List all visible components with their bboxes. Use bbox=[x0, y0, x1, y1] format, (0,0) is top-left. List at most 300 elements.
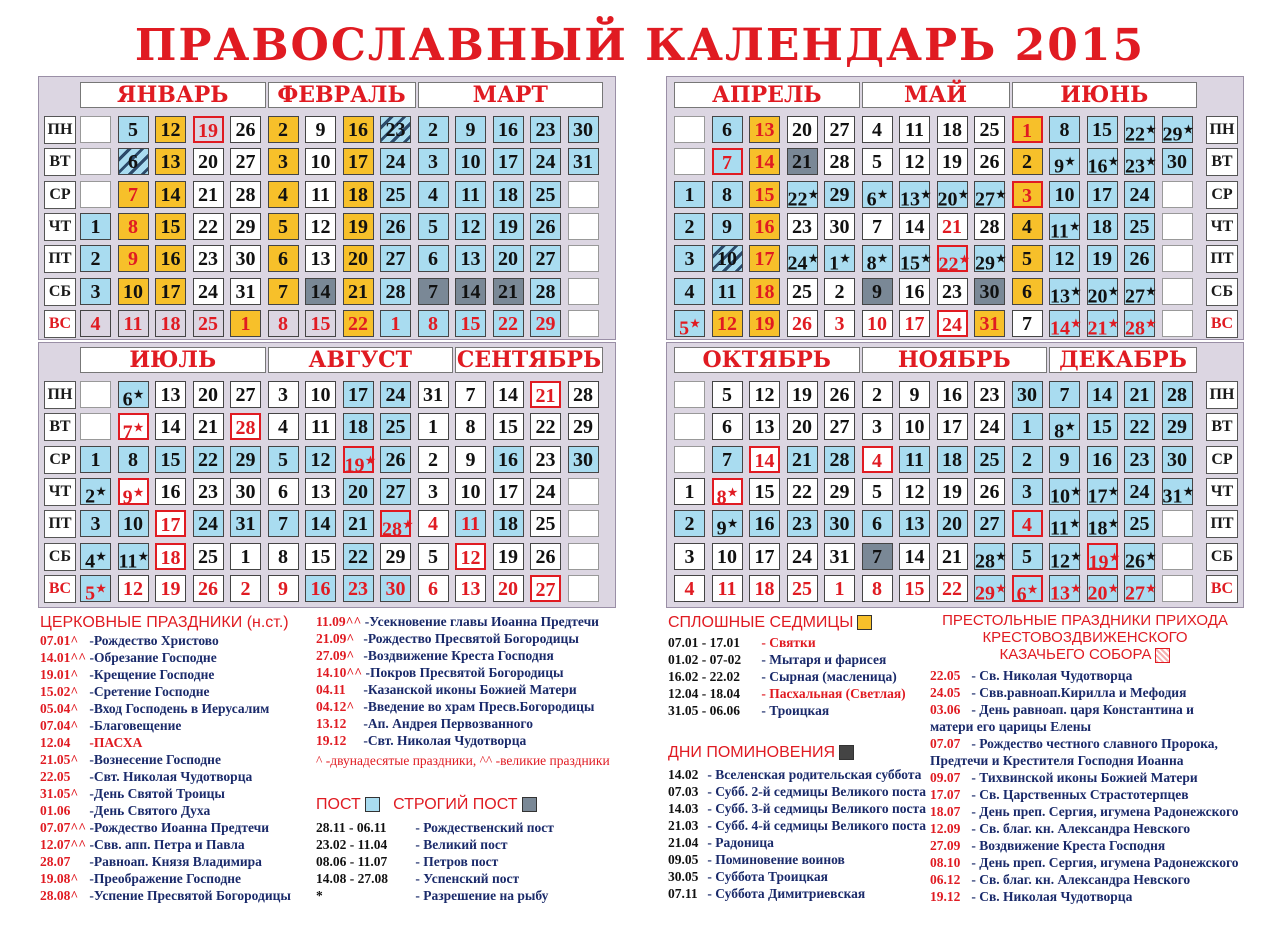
day-cell bbox=[305, 148, 336, 175]
day-cell bbox=[455, 575, 486, 602]
day-number: 6 bbox=[1016, 583, 1027, 606]
day-number: 20 bbox=[937, 188, 958, 211]
day-cell bbox=[493, 575, 524, 602]
day-cell bbox=[418, 148, 449, 175]
day-cell bbox=[305, 116, 336, 143]
day-cell bbox=[418, 478, 449, 505]
church-holidays-2 bbox=[316, 613, 646, 769]
day-cell bbox=[155, 510, 186, 537]
fish-allowed-mark: ★ bbox=[1071, 485, 1081, 498]
day-number: 25 bbox=[385, 183, 406, 206]
day-number: 3 bbox=[872, 416, 882, 439]
day-cell bbox=[230, 543, 261, 570]
day-cell bbox=[155, 381, 186, 408]
day-cell bbox=[343, 213, 374, 240]
legend-date: 22.05 bbox=[930, 668, 961, 683]
day-number: 28 bbox=[1167, 384, 1187, 406]
day-number: 13 bbox=[160, 384, 181, 406]
day-cell bbox=[305, 446, 336, 473]
day-cell bbox=[568, 245, 599, 272]
day-number: 13 bbox=[310, 248, 331, 271]
legend-text: -Усекновение главы Иоанна Предтечи bbox=[361, 614, 599, 629]
legend-text: -Вознесение Господне bbox=[86, 752, 221, 767]
legend-row bbox=[930, 803, 1240, 820]
legend-date: 01.06 bbox=[40, 803, 71, 818]
day-number: 17 bbox=[904, 312, 925, 335]
legend-text: - Успенский пост bbox=[412, 871, 520, 886]
day-cell bbox=[193, 245, 224, 272]
day-number: 16 bbox=[498, 119, 518, 141]
day-number: 10 bbox=[904, 416, 925, 439]
day-cell bbox=[1087, 116, 1118, 143]
day-number: 23 bbox=[1125, 155, 1145, 178]
legend-date: 21.03 bbox=[668, 818, 699, 833]
day-cell bbox=[1049, 446, 1080, 473]
legend-date: 05.04^ bbox=[40, 701, 79, 716]
month-name: СЕНТЯБРЬ bbox=[456, 347, 602, 373]
day-cell bbox=[155, 310, 186, 337]
legend-date: 18.07 bbox=[930, 804, 961, 819]
day-cell bbox=[862, 510, 893, 537]
day-cell bbox=[343, 510, 374, 537]
day-number: 12 bbox=[904, 480, 925, 503]
day-cell bbox=[118, 510, 149, 537]
day-cell bbox=[862, 116, 893, 143]
day-cell bbox=[418, 278, 449, 305]
day-number: 16 bbox=[754, 513, 775, 536]
day-cell bbox=[1162, 213, 1193, 240]
fasts-legend bbox=[316, 796, 646, 904]
church-holidays bbox=[40, 614, 315, 904]
day-cell bbox=[305, 181, 336, 208]
day-cell bbox=[380, 245, 411, 272]
day-number: 26 bbox=[385, 215, 406, 238]
day-number: 7 bbox=[122, 421, 133, 444]
day-cell bbox=[380, 148, 411, 175]
weekday-label: ВТ bbox=[1206, 413, 1238, 441]
day-number: 14 bbox=[498, 384, 518, 406]
fish-allowed-mark: ★ bbox=[1071, 582, 1081, 595]
day-cell bbox=[493, 213, 524, 240]
day-cell bbox=[1049, 245, 1080, 272]
day-cell bbox=[712, 310, 743, 337]
day-cell bbox=[1049, 310, 1081, 340]
day-number: 5 bbox=[428, 545, 438, 568]
day-cell bbox=[343, 543, 374, 570]
day-cell bbox=[118, 213, 149, 240]
day-number: 1 bbox=[684, 480, 695, 503]
day-cell bbox=[899, 543, 930, 570]
day-cell bbox=[674, 245, 705, 272]
day-cell bbox=[712, 116, 743, 143]
weekday-label: ВС bbox=[1206, 310, 1238, 338]
day-number: 23 bbox=[198, 480, 218, 503]
day-cell bbox=[1012, 278, 1043, 305]
day-cell bbox=[530, 181, 561, 208]
legend-row bbox=[930, 837, 1240, 854]
day-cell bbox=[268, 278, 299, 305]
day-cell bbox=[1087, 381, 1118, 408]
fish-allowed-mark: ★ bbox=[1146, 285, 1156, 298]
day-cell bbox=[380, 446, 411, 473]
day-number: 13 bbox=[754, 119, 775, 141]
day-cell bbox=[1087, 446, 1118, 473]
day-number: 23 bbox=[792, 215, 812, 238]
day-cell bbox=[230, 381, 261, 408]
weekday-label: СБ bbox=[1206, 278, 1238, 306]
fish-allowed-mark: ★ bbox=[138, 550, 149, 563]
day-number: 10 bbox=[123, 280, 143, 303]
day-cell bbox=[974, 116, 1005, 143]
day-cell bbox=[712, 213, 743, 240]
day-cell bbox=[937, 446, 968, 473]
legend-row bbox=[40, 700, 315, 717]
legend-row bbox=[316, 836, 646, 853]
fish-allowed-mark: ★ bbox=[727, 486, 738, 499]
day-cell bbox=[899, 116, 930, 143]
day-number: 20 bbox=[498, 248, 518, 271]
fish-allowed-mark: ★ bbox=[996, 582, 1006, 595]
day-cell bbox=[1049, 148, 1080, 178]
day-number: 11 bbox=[123, 312, 143, 335]
day-cell bbox=[1049, 478, 1081, 508]
day-number: 8 bbox=[716, 486, 727, 509]
legend-text: - Мытаря и фарисея bbox=[758, 652, 887, 667]
weekday-label: ЧТ bbox=[1206, 213, 1238, 241]
day-number: 30 bbox=[1167, 448, 1187, 471]
legend-text: -Свт. Николая Чудотворца bbox=[360, 733, 527, 748]
legend-date: 28.07 bbox=[40, 854, 71, 869]
day-cell bbox=[493, 446, 524, 473]
day-cell bbox=[1162, 148, 1193, 175]
day-number: 25 bbox=[535, 183, 556, 206]
legend-date: 07.04^ bbox=[40, 718, 79, 733]
day-cell bbox=[824, 310, 855, 337]
day-cell bbox=[674, 213, 705, 240]
day-cell bbox=[493, 181, 524, 208]
day-cell bbox=[380, 181, 411, 208]
day-cell bbox=[1124, 116, 1156, 146]
day-cell bbox=[155, 478, 186, 505]
legend-row bbox=[316, 613, 646, 630]
day-number: 21 bbox=[942, 545, 962, 568]
day-cell bbox=[455, 148, 486, 175]
day-number: 21 bbox=[792, 448, 812, 471]
day-cell bbox=[268, 413, 299, 440]
legend-row bbox=[40, 887, 315, 904]
legend-date: 14.01^^ bbox=[40, 650, 87, 665]
day-number: 15 bbox=[160, 448, 181, 471]
day-cell bbox=[380, 116, 411, 143]
day-number: 20 bbox=[348, 480, 368, 503]
day-number: 26 bbox=[235, 119, 256, 141]
day-cell bbox=[899, 381, 930, 408]
day-number: 19 bbox=[498, 215, 518, 238]
day-number: 26 bbox=[535, 545, 556, 568]
day-cell bbox=[1124, 446, 1155, 473]
day-cell bbox=[1124, 543, 1156, 573]
day-number: 24 bbox=[198, 280, 218, 303]
day-number: 28 bbox=[573, 384, 593, 406]
legend-date: 19.08^ bbox=[40, 871, 79, 886]
legend-date: 03.06 bbox=[930, 702, 961, 717]
day-number: 12 bbox=[160, 119, 181, 141]
day-number: 8 bbox=[128, 448, 138, 471]
day-cell bbox=[455, 446, 486, 473]
day-cell bbox=[1012, 148, 1043, 175]
day-number: 6 bbox=[866, 188, 877, 211]
day-number: 8 bbox=[866, 252, 877, 275]
day-cell bbox=[305, 381, 336, 408]
day-number: 30 bbox=[829, 215, 850, 238]
day-cell bbox=[380, 543, 411, 570]
day-cell bbox=[787, 116, 818, 143]
day-number: 4 bbox=[1022, 514, 1032, 537]
day-number: 17 bbox=[348, 151, 368, 174]
day-cell bbox=[1162, 181, 1193, 208]
day-number: 19 bbox=[754, 312, 775, 335]
day-cell bbox=[899, 575, 930, 602]
day-number: 16 bbox=[904, 280, 925, 303]
day-cell bbox=[937, 148, 968, 175]
day-number: 20 bbox=[792, 416, 812, 439]
day-number: 4 bbox=[684, 577, 695, 600]
day-cell bbox=[193, 510, 224, 537]
day-cell bbox=[230, 181, 261, 208]
parish-swatch bbox=[1155, 648, 1170, 663]
day-number: 20 bbox=[1087, 582, 1108, 605]
day-cell bbox=[974, 245, 1006, 275]
day-number: 17 bbox=[498, 151, 518, 174]
day-number: 7 bbox=[1022, 312, 1032, 335]
fish-allowed-mark: ★ bbox=[96, 582, 106, 595]
day-number: 16 bbox=[348, 119, 368, 141]
legend-text: -Обрезание Господне bbox=[86, 650, 217, 665]
day-cell bbox=[305, 543, 336, 570]
day-number: 8 bbox=[128, 215, 138, 238]
day-cell bbox=[155, 148, 186, 175]
day-cell bbox=[343, 148, 374, 175]
day-number: 2 bbox=[240, 577, 251, 600]
day-number: 21 bbox=[348, 280, 368, 303]
day-number: 1 bbox=[240, 312, 251, 335]
day-cell bbox=[118, 478, 149, 509]
day-cell bbox=[937, 381, 968, 408]
legend-row bbox=[40, 768, 315, 785]
solid-weeks-list bbox=[668, 634, 933, 719]
day-number: 29 bbox=[975, 252, 995, 275]
day-number: 21 bbox=[198, 183, 218, 206]
legend-text: - Сырная (масленица) bbox=[758, 669, 897, 684]
weekday-label: ВТ bbox=[44, 148, 76, 176]
legend-row bbox=[930, 888, 1240, 905]
day-number: 5 bbox=[128, 119, 138, 141]
weekday-label: СР bbox=[44, 181, 76, 209]
legend-row bbox=[668, 766, 933, 783]
weekday-label: СБ bbox=[44, 543, 76, 571]
day-number: 12 bbox=[460, 546, 481, 569]
fish-allowed-mark: ★ bbox=[1146, 550, 1156, 563]
day-number: 23 bbox=[535, 448, 556, 471]
day-cell bbox=[155, 543, 186, 570]
day-cell bbox=[455, 543, 486, 570]
day-number: 24 bbox=[1129, 183, 1150, 206]
day-cell bbox=[674, 148, 705, 175]
day-cell bbox=[787, 181, 819, 211]
day-number: 24 bbox=[535, 480, 556, 503]
day-cell bbox=[899, 245, 931, 275]
day-number: 30 bbox=[235, 480, 256, 503]
day-cell bbox=[530, 478, 561, 505]
day-cell bbox=[974, 446, 1005, 473]
legend-date: 07.01 - 17.01 bbox=[668, 635, 740, 650]
legend-text: - Святки bbox=[758, 635, 816, 650]
day-number: 24 bbox=[942, 313, 962, 336]
day-number: 25 bbox=[198, 545, 218, 568]
day-number: 27 bbox=[535, 248, 556, 271]
fish-allowed-mark: ★ bbox=[996, 253, 1006, 266]
day-cell bbox=[568, 116, 599, 143]
day-cell bbox=[530, 213, 561, 240]
legend-text: -Крещение Господне bbox=[86, 667, 215, 682]
day-cell bbox=[899, 446, 930, 473]
fish-allowed-mark: ★ bbox=[1069, 518, 1080, 531]
day-cell bbox=[418, 381, 449, 408]
day-number: 16 bbox=[160, 480, 181, 503]
day-cell bbox=[1087, 213, 1118, 240]
day-number: 29 bbox=[385, 545, 406, 568]
day-cell bbox=[974, 278, 1005, 305]
day-cell bbox=[230, 575, 261, 602]
day-cell bbox=[1162, 413, 1193, 440]
day-number: 23 bbox=[1129, 448, 1150, 471]
day-cell bbox=[1087, 148, 1119, 178]
fish-allowed-mark: ★ bbox=[1069, 220, 1080, 233]
day-number: 17 bbox=[1087, 485, 1108, 508]
day-cell bbox=[1162, 478, 1194, 508]
day-number: 18 bbox=[754, 280, 775, 303]
day-number: 5 bbox=[278, 448, 288, 471]
day-number: 20 bbox=[498, 577, 518, 600]
day-cell bbox=[862, 310, 893, 337]
day-cell bbox=[1012, 310, 1043, 337]
legend-text: - Св. Николая Чудотворца bbox=[968, 668, 1133, 683]
day-cell bbox=[862, 148, 893, 175]
day-number: 8 bbox=[1054, 420, 1065, 443]
day-number: 4 bbox=[684, 280, 695, 303]
day-number: 15 bbox=[1092, 416, 1112, 439]
day-cell bbox=[80, 213, 111, 240]
day-number: 22 bbox=[198, 448, 218, 471]
day-number: 29 bbox=[1162, 123, 1183, 146]
legend-text: -Сретение Господне bbox=[86, 684, 210, 699]
day-cell bbox=[712, 510, 743, 540]
day-cell bbox=[787, 148, 818, 175]
day-cell bbox=[155, 181, 186, 208]
day-number: 27 bbox=[385, 248, 406, 271]
day-cell bbox=[899, 213, 930, 240]
legend-text: - Воздвижение Креста Господня bbox=[968, 838, 1166, 853]
legend-row bbox=[668, 685, 933, 702]
day-cell bbox=[568, 381, 599, 408]
legend-row bbox=[40, 819, 315, 836]
day-cell bbox=[862, 575, 893, 602]
day-cell bbox=[568, 413, 599, 440]
day-cell bbox=[749, 213, 780, 240]
day-number: 15 bbox=[310, 545, 331, 568]
day-cell bbox=[268, 310, 299, 337]
day-number: 10 bbox=[123, 513, 143, 536]
legend-row bbox=[930, 735, 1240, 769]
day-number: 2 bbox=[684, 513, 695, 536]
day-number: 27 bbox=[1125, 285, 1145, 308]
weekday-label: ПН bbox=[1206, 381, 1238, 409]
day-number: 11 bbox=[905, 119, 924, 141]
day-cell bbox=[118, 381, 149, 411]
day-number: 8 bbox=[1059, 119, 1070, 141]
day-number: 14 bbox=[310, 513, 331, 536]
day-number: 24 bbox=[792, 545, 812, 568]
day-cell bbox=[193, 116, 224, 143]
legend-text: - Св. благ. кн. Александра Невского bbox=[968, 821, 1191, 836]
day-cell bbox=[80, 413, 111, 440]
day-number: 31 bbox=[979, 312, 1000, 335]
day-number: 22 bbox=[1129, 416, 1150, 439]
day-cell bbox=[530, 381, 561, 408]
day-cell bbox=[1012, 575, 1043, 606]
day-cell bbox=[1162, 446, 1193, 473]
day-cell bbox=[155, 116, 186, 143]
legend-row bbox=[316, 664, 646, 681]
day-cell bbox=[193, 575, 224, 602]
fish-allowed-mark: ★ bbox=[959, 254, 970, 267]
fish-allowed-mark: ★ bbox=[365, 454, 376, 467]
day-number: 9 bbox=[278, 577, 288, 600]
day-number: 7 bbox=[1059, 384, 1070, 406]
day-number: 27 bbox=[1125, 582, 1145, 605]
day-number: 4 bbox=[872, 119, 882, 141]
fish-allowed-mark: ★ bbox=[133, 486, 144, 499]
legend-row bbox=[668, 868, 933, 885]
day-cell bbox=[193, 413, 224, 440]
day-number: 30 bbox=[235, 248, 256, 271]
day-number: 12 bbox=[123, 577, 143, 600]
day-cell bbox=[974, 310, 1005, 337]
day-cell bbox=[380, 310, 411, 337]
day-number: 3 bbox=[90, 513, 101, 536]
day-number: 15 bbox=[900, 252, 920, 275]
legend-date: 12.07^^ bbox=[40, 837, 87, 852]
day-cell bbox=[824, 148, 855, 175]
day-number: 20 bbox=[198, 384, 218, 406]
weekday-label: ЧТ bbox=[1206, 478, 1238, 506]
fish-allowed-mark: ★ bbox=[996, 188, 1006, 201]
day-number: 10 bbox=[1050, 485, 1070, 508]
fish-allowed-mark: ★ bbox=[727, 518, 738, 531]
weekday-label: ПН bbox=[44, 381, 76, 409]
parish-title-1: ПРЕСТОЛЬНЫЕ ПРАЗДНИКИ ПРИХОДА bbox=[942, 612, 1228, 629]
fish-allowed-mark: ★ bbox=[133, 422, 144, 435]
weekday-label: ВТ bbox=[44, 413, 76, 441]
day-cell bbox=[974, 413, 1005, 440]
day-number: 26 bbox=[385, 448, 406, 471]
day-cell bbox=[568, 478, 599, 505]
day-number: 14 bbox=[160, 416, 181, 439]
day-number: 17 bbox=[754, 545, 775, 568]
legend-text: - Субб. 2-й седмицы Великого поста bbox=[704, 784, 927, 799]
day-cell bbox=[1049, 116, 1080, 143]
day-number: 10 bbox=[310, 151, 331, 174]
